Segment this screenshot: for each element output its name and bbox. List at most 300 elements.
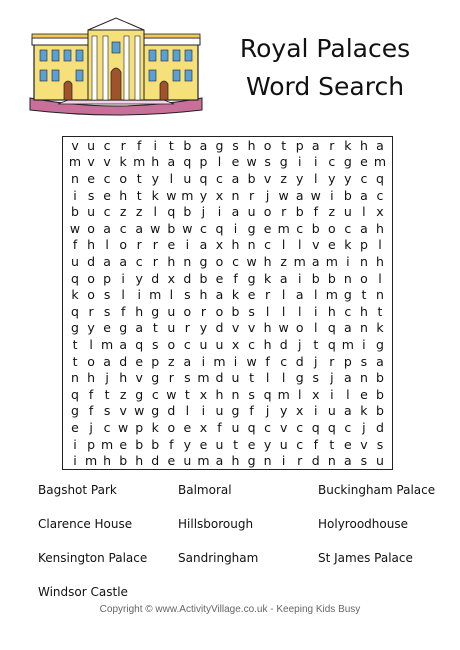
grid-letter: c [344, 303, 352, 319]
grid-letter: f [313, 436, 318, 452]
grid-letter: s [87, 187, 95, 203]
grid-letter: h [215, 386, 224, 402]
grid-letter: v [360, 436, 368, 452]
grid-letter: a [311, 253, 320, 269]
grid-letter: u [247, 204, 256, 220]
grid-letter: v [103, 154, 111, 170]
grid-letter: e [135, 353, 144, 369]
grid-letter: m [277, 220, 290, 236]
grid-letter: j [265, 187, 270, 203]
grid-letter: l [362, 204, 366, 220]
grid-letter: t [313, 336, 319, 352]
grid-letter: f [120, 303, 126, 319]
word-item: Clarence House [38, 517, 133, 531]
grid-letter: a [199, 137, 208, 153]
grid-letter: k [71, 287, 79, 303]
grid-letter: n [231, 386, 240, 402]
grid-letter: s [312, 370, 320, 386]
grid-letter: f [265, 353, 270, 369]
grid-letter: d [119, 353, 128, 369]
grid-letter: t [168, 137, 174, 153]
grid-letter: m [101, 436, 114, 452]
grid-letter: e [263, 220, 272, 236]
grid-letter: x [167, 270, 176, 286]
grid-letter: m [101, 336, 114, 352]
grid-letter: u [215, 436, 224, 452]
grid-letter: q [71, 386, 79, 402]
grid-letter: q [247, 419, 256, 435]
grid-letter: l [169, 287, 174, 303]
grid-letter: o [215, 253, 224, 269]
grid-letter: j [330, 370, 334, 386]
grid-letter: w [166, 187, 177, 203]
grid-letter: r [88, 303, 94, 319]
grid-letter: h [87, 237, 96, 253]
grid-letter: h [231, 453, 240, 469]
grid-letter: i [281, 453, 286, 469]
grid-letter: n [375, 287, 384, 303]
grid-letter: x [376, 204, 384, 220]
grid-letter: k [360, 403, 368, 419]
grid-letter: l [281, 237, 286, 253]
grid-letter: h [103, 453, 112, 469]
grid-letter: m [341, 336, 354, 352]
grid-letter: i [73, 187, 77, 203]
title-line-1: Royal Palaces [239, 34, 411, 63]
grid-letter: p [87, 436, 96, 452]
grid-letter: u [231, 370, 240, 386]
grid-letter: l [346, 386, 350, 402]
word-item: Buckingham Palace [318, 483, 436, 497]
grid-letter: l [169, 170, 174, 186]
grid-letter: i [314, 303, 318, 319]
grid-letter: i [137, 287, 141, 303]
grid-letter: q [183, 154, 192, 170]
grid-letter: w [134, 403, 145, 419]
grid-letter: y [87, 320, 95, 336]
grid-letter: l [281, 370, 286, 386]
grid-letter: b [375, 386, 384, 402]
grid-letter: w [246, 154, 257, 170]
grid-letter: a [215, 287, 224, 303]
page-title [210, 30, 440, 106]
grid-letter: b [295, 204, 304, 220]
grid-letter: w [310, 187, 321, 203]
grid-letter: s [103, 303, 111, 319]
grid-letter: v [135, 370, 143, 386]
grid-letter: y [263, 436, 272, 452]
grid-letter: i [297, 270, 302, 286]
grid-letter: c [216, 170, 223, 186]
grid-letter: p [103, 270, 112, 286]
grid-letter: m [293, 253, 306, 269]
grid-letter: q [215, 220, 224, 236]
grid-letter: e [199, 436, 208, 452]
grid-letter: e [247, 436, 256, 452]
grid-letter: u [87, 204, 96, 220]
grid-letter: f [72, 237, 78, 253]
grid-letter: b [135, 436, 144, 452]
grid-letter: f [313, 204, 318, 220]
grid-letter: l [265, 370, 270, 386]
grid-letter: y [328, 170, 336, 186]
grid-letter: o [327, 220, 336, 236]
grid-letter: l [314, 287, 318, 303]
grid-letter: r [168, 370, 174, 386]
grid-letter: o [295, 320, 304, 336]
grid-letter: h [263, 336, 272, 352]
grid-letter: w [69, 220, 81, 236]
grid-letter: d [311, 453, 320, 469]
grid-letter: l [297, 237, 302, 253]
grid-letter: j [314, 353, 318, 369]
grid-letter: i [330, 187, 334, 203]
grid-letter: y [199, 187, 208, 203]
grid-letter: o [263, 204, 272, 220]
grid-letter: h [151, 154, 160, 170]
grid-letter: q [71, 270, 79, 286]
grid-letter: r [249, 187, 255, 203]
grid-letter: d [375, 419, 384, 435]
grid-letter: i [217, 204, 222, 220]
grid-letter: a [344, 370, 352, 386]
grid-letter: g [343, 154, 352, 170]
title-line-2: Word Search [245, 72, 405, 101]
grid-letter: a [103, 220, 111, 236]
grid-letter: u [167, 320, 176, 336]
grid-letter: j [362, 419, 366, 435]
grid-letter: d [215, 320, 224, 336]
grid-letter: z [168, 353, 175, 369]
grid-letter: a [376, 353, 384, 369]
grid-letter: g [247, 270, 256, 286]
grid-letter: o [263, 137, 272, 153]
grid-letter: r [152, 237, 158, 253]
grid-letter: a [376, 137, 384, 153]
grid-letter: z [119, 204, 127, 220]
grid-letter: b [375, 403, 384, 419]
grid-letter: z [135, 204, 143, 220]
grid-letter: e [247, 287, 256, 303]
grid-letter: i [233, 353, 238, 369]
grid-letter: b [183, 204, 192, 220]
grid-letter: m [84, 453, 98, 469]
grid-letter: h [263, 253, 272, 269]
grid-letter: x [215, 187, 224, 203]
grid-letter: z [280, 170, 287, 186]
grid-letter: e [87, 170, 95, 186]
grid-letter: v [71, 137, 79, 153]
grid-letter: g [71, 320, 79, 336]
grid-letter: c [135, 253, 143, 269]
grid-letter: h [327, 303, 336, 319]
grid-letter: a [295, 187, 304, 203]
grid-letter: a [199, 237, 208, 253]
grid-letter: r [297, 453, 303, 469]
grid-letter: g [279, 154, 288, 170]
grid-letter: h [135, 303, 144, 319]
grid-letter: k [151, 419, 159, 435]
grid-letter: s [103, 403, 111, 419]
grid-letter: l [265, 303, 270, 319]
grid-letter: s [103, 287, 111, 303]
grid-letter: o [87, 287, 95, 303]
grid-letter: r [281, 204, 287, 220]
grid-letter: x [296, 403, 304, 419]
grid-letter: l [314, 320, 318, 336]
grid-letter: t [184, 386, 190, 402]
grid-letter: y [183, 436, 192, 452]
grid-letter: n [231, 187, 240, 203]
grid-letter: g [71, 403, 79, 419]
grid-letter: p [135, 419, 144, 435]
grid-letter: t [249, 370, 255, 386]
grid-letter: c [296, 436, 304, 452]
grid-letter: o [360, 270, 368, 286]
grid-letter: x [215, 237, 224, 253]
grid-letter: w [166, 386, 177, 402]
grid-letter: a [103, 353, 111, 369]
grid-letter: r [136, 237, 142, 253]
grid-letter: s [248, 303, 255, 319]
grid-letter: l [297, 303, 302, 319]
grid-letter: u [199, 336, 208, 352]
grid-letter: c [344, 220, 352, 236]
grid-letter: h [167, 253, 176, 269]
grid-letter: g [295, 370, 304, 386]
grid-letter: t [72, 336, 78, 352]
grid-letter: c [296, 419, 304, 435]
grid-letter: b [183, 137, 192, 153]
grid-letter: a [231, 170, 240, 186]
grid-letter: w [118, 419, 129, 435]
grid-letter: g [119, 320, 128, 336]
grid-letter: j [297, 336, 302, 352]
grid-letter: c [344, 419, 352, 435]
grid-letter: e [71, 419, 79, 435]
word-item: Balmoral [178, 483, 232, 497]
grid-letter: c [264, 419, 272, 435]
grid-letter: a [344, 403, 352, 419]
grid-letter: a [167, 154, 176, 170]
grid-letter: q [375, 170, 384, 186]
grid-letter: o [167, 419, 176, 435]
grid-letter: k [376, 320, 384, 336]
grid-letter: z [280, 253, 287, 269]
grid-letter: l [105, 237, 109, 253]
grid-letter: i [73, 436, 77, 452]
grid-letter: o [87, 220, 95, 236]
grid-letter: f [233, 270, 238, 286]
grid-letter: a [231, 204, 240, 220]
grid-letter: w [150, 220, 161, 236]
grid-letter: g [375, 336, 384, 352]
grid-letter: v [119, 403, 127, 419]
grid-letter: m [133, 154, 146, 170]
grid-letter: q [71, 303, 79, 319]
grid-letter: i [153, 137, 157, 153]
grid-letter: l [378, 270, 382, 286]
grid-letter: o [119, 170, 127, 186]
grid-letter: u [183, 170, 192, 186]
grid-letter: e [119, 436, 128, 452]
grid-letter: b [247, 170, 256, 186]
grid-letter: i [73, 453, 77, 469]
grid-letter: h [263, 320, 272, 336]
grid-letter: u [215, 403, 224, 419]
grid-letter: s [360, 453, 368, 469]
grid-letter: x [312, 386, 320, 402]
grid-letter: t [233, 436, 238, 452]
grid-letter: k [151, 187, 159, 203]
grid-letter: g [247, 220, 256, 236]
grid-letter: f [169, 436, 174, 452]
grid-letter: b [119, 453, 128, 469]
grid-letter: m [149, 287, 162, 303]
grid-letter: k [231, 287, 240, 303]
grid-letter: a [215, 453, 224, 469]
grid-letter: c [360, 170, 368, 186]
grid-letter: n [71, 370, 79, 386]
grid-letter: d [183, 270, 192, 286]
grid-letter: a [135, 320, 144, 336]
grid-letter: d [167, 403, 176, 419]
grid-letter: n [263, 453, 272, 469]
grid-letter: s [248, 386, 255, 402]
grid-letter: m [277, 386, 290, 402]
grid-letter: m [181, 187, 194, 203]
grid-letter: c [280, 353, 288, 369]
grid-letter: k [263, 270, 272, 286]
grid-letter: z [328, 204, 336, 220]
grid-letter: b [311, 220, 320, 236]
grid-letter: i [121, 270, 125, 286]
grid-letter: t [72, 353, 78, 369]
word-item: Bagshot Park [38, 483, 117, 497]
grid-letter: c [376, 187, 384, 203]
grid-letter: e [167, 237, 176, 253]
grid-letter: c [264, 237, 272, 253]
grid-letter: c [296, 220, 304, 236]
grid-letter: b [71, 204, 79, 220]
grid-letter: s [360, 353, 368, 369]
grid-letter: k [344, 237, 352, 253]
grid-letter: c [248, 336, 255, 352]
grid-letter: b [231, 303, 240, 319]
grid-letter: f [88, 386, 94, 402]
grid-letter: e [183, 419, 192, 435]
grid-letter: l [297, 386, 302, 402]
grid-letter: u [375, 453, 384, 469]
grid-letter: w [182, 220, 193, 236]
grid-letter: v [312, 237, 320, 253]
copyright-notice: Copyright © www.ActivityVillage.co.uk - Keeping Kids Busy [99, 604, 361, 615]
grid-letter: s [184, 370, 191, 386]
grid-letter: n [327, 453, 336, 469]
grid-letter: y [135, 270, 143, 286]
grid-letter: g [215, 137, 224, 153]
grid-letter: l [217, 154, 222, 170]
grid-letter: s [376, 436, 384, 452]
grid-letter: r [329, 137, 335, 153]
grid-letter: c [151, 386, 159, 402]
grid-letter: t [377, 303, 383, 319]
grid-letter: v [247, 320, 256, 336]
grid-letter: k [344, 137, 352, 153]
grid-letter: c [103, 170, 111, 186]
grid-letter: p [295, 137, 304, 153]
grid-letter: p [359, 237, 368, 253]
grid-letter: l [153, 204, 157, 220]
grid-letter: u [327, 403, 336, 419]
grid-letter: o [119, 237, 127, 253]
grid-letter: i [330, 386, 334, 402]
word-list [38, 476, 438, 612]
grid-letter: c [328, 154, 336, 170]
grid-letter: i [346, 253, 350, 269]
grid-letter: h [87, 370, 96, 386]
word-item: Sandringham [178, 551, 259, 565]
grid-letter: q [311, 419, 320, 435]
grid-letter: h [359, 303, 368, 319]
grid-letter: f [137, 137, 142, 153]
grid-letter: v [279, 419, 288, 435]
grid-letter: x [199, 419, 208, 435]
grid-letter: s [232, 137, 239, 153]
grid-letter: a [344, 320, 352, 336]
grid-letter: v [263, 170, 272, 186]
grid-letter: n [359, 370, 368, 386]
grid-letter: l [121, 287, 125, 303]
grid-letter: a [183, 353, 192, 369]
grid-letter: h [359, 137, 368, 153]
grid-letter: a [135, 220, 144, 236]
grid-letter: j [89, 419, 93, 435]
grid-letter: i [314, 154, 318, 170]
grid-letter: w [278, 320, 289, 336]
grid-letter: r [120, 137, 126, 153]
grid-letter: r [329, 353, 335, 369]
grid-letter: l [185, 403, 190, 419]
grid-letter: j [105, 370, 109, 386]
grid-letter: e [327, 237, 336, 253]
grid-letter: x [231, 336, 240, 352]
grid-letter: d [295, 353, 304, 369]
grid-letter: c [103, 204, 111, 220]
grid-letter: m [197, 453, 210, 469]
grid-letter: m [197, 370, 210, 386]
grid-letter: b [327, 270, 336, 286]
grid-letter: v [87, 154, 95, 170]
grid-letter: i [185, 237, 190, 253]
grid-letter: i [297, 154, 302, 170]
grid-letter: y [344, 170, 352, 186]
grid-letter: f [217, 419, 222, 435]
grid-letter: b [199, 270, 208, 286]
grid-letter: l [281, 287, 286, 303]
grid-letter: g [247, 453, 256, 469]
grid-letter: n [359, 253, 368, 269]
grid-letter: f [88, 403, 94, 419]
grid-letter: i [314, 403, 318, 419]
grid-letter: t [281, 137, 287, 153]
word-item: Windsor Castle [38, 585, 128, 599]
grid-letter: c [103, 137, 111, 153]
grid-letter: u [183, 453, 192, 469]
grid-letter: e [360, 154, 368, 170]
grid-letter: e [103, 187, 111, 203]
grid-letter: r [265, 287, 271, 303]
